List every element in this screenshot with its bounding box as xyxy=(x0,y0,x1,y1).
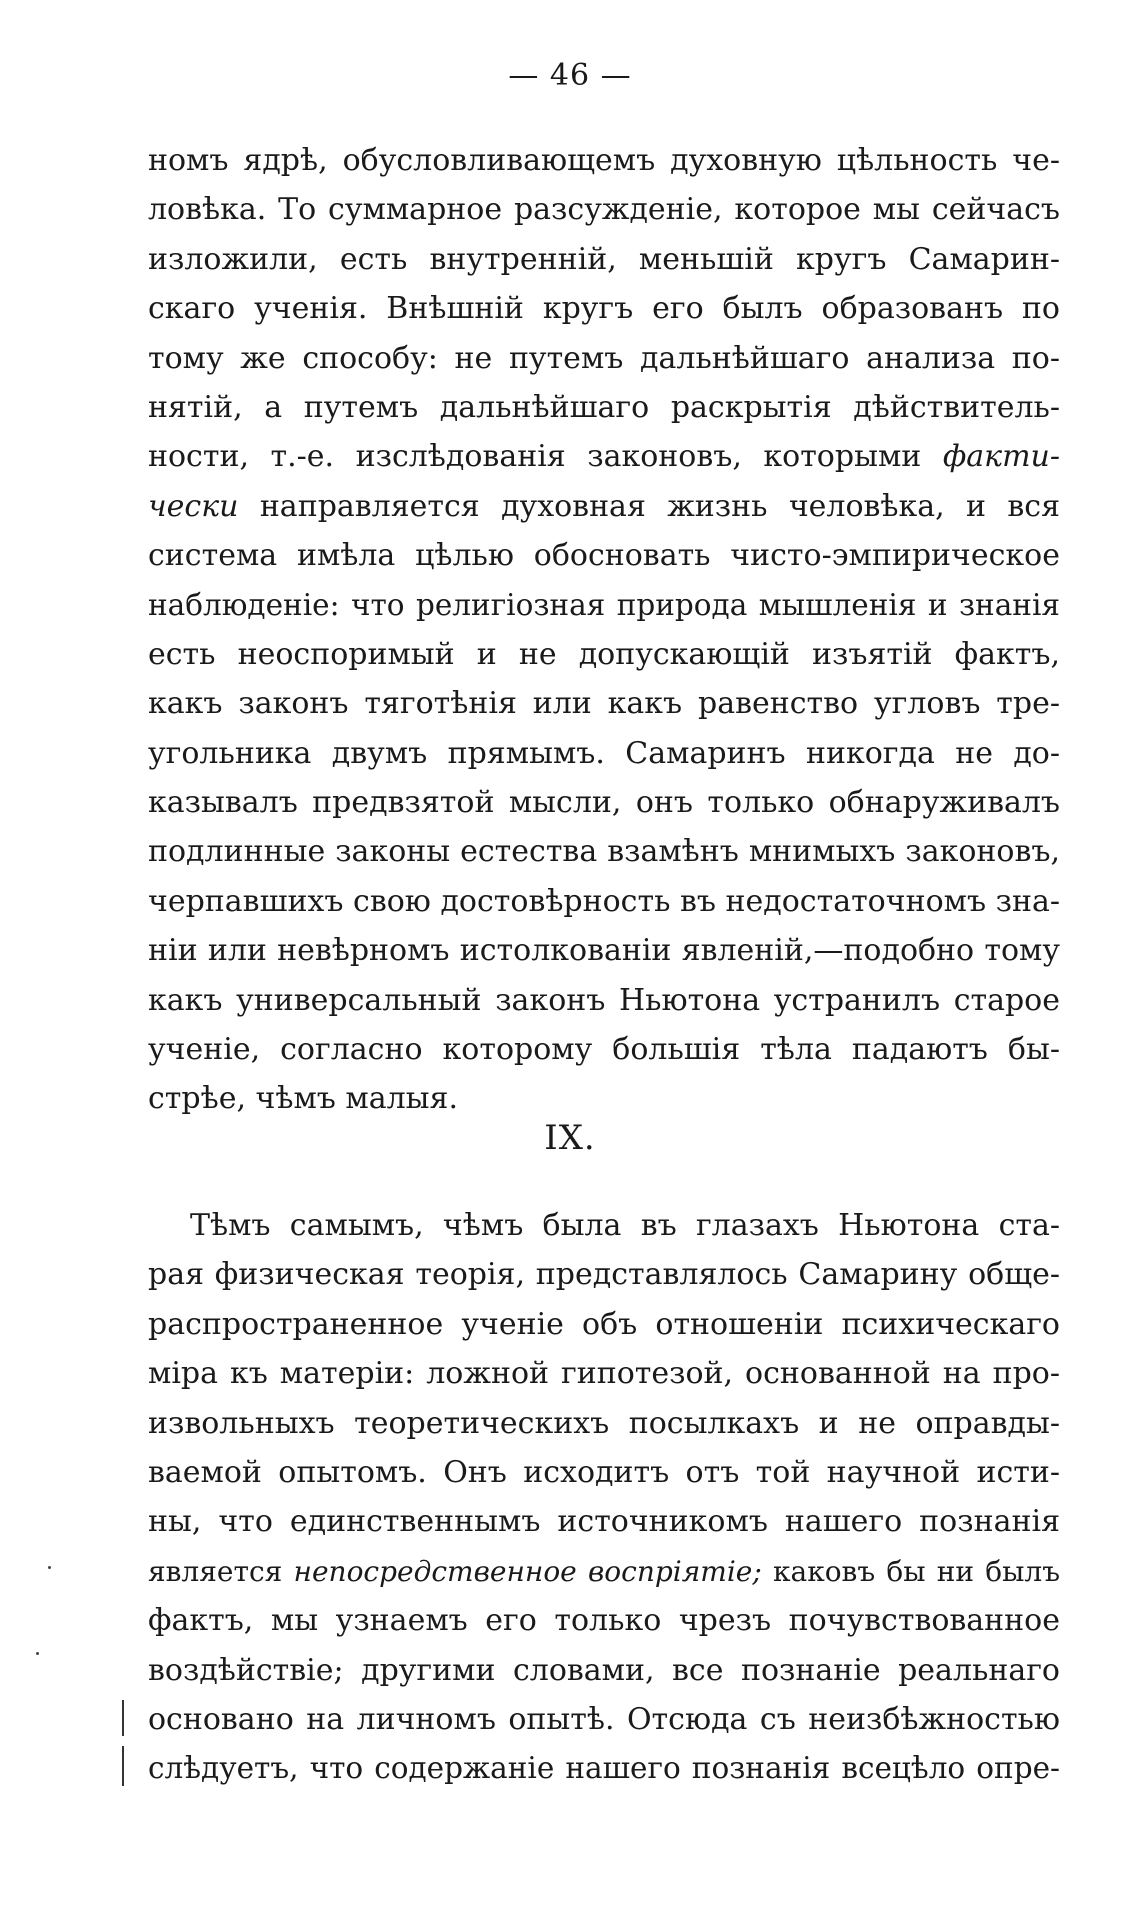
text-line: изложили, есть внутренній, меньшій кругъ Самарин- xyxy=(148,241,1060,277)
text-line: фактъ, мы узнаемъ его только чрезъ почувствованное xyxy=(148,1603,1060,1639)
text-line: какъ универсальный законъ Ньютона устранилъ старое xyxy=(148,982,1060,1018)
text-line: рая физическая теорія, представлялось Самарину обще- xyxy=(148,1257,1060,1293)
text-segment: является xyxy=(148,1554,294,1588)
text-segment: направляется духовная жизнь человѣка, и вся xyxy=(259,488,1060,524)
text-line: угольника двумъ прямымъ. Самаринъ никогда не до- xyxy=(148,735,1060,771)
text-line: тому же способу: не путемъ дальнѣйшаго анализа по- xyxy=(148,340,1060,376)
text-line: ученіе, согласно которому большія тѣла падаютъ бы- xyxy=(148,1032,1060,1068)
text-line: слѣдуетъ, что содержаніе нашего познанія всецѣло опре- xyxy=(148,1751,1060,1786)
text-line: система имѣла цѣлью обосновать чисто-эмпирическое xyxy=(148,538,1060,574)
text-line: скаго ученія. Внѣшній кругъ его былъ образованъ по xyxy=(148,291,1060,327)
text-line: ловѣка. То суммарное разсужденіе, которое мы сейчасъ xyxy=(148,192,1060,228)
text-line: черпавшихъ свою достовѣрность въ недостаточномъ зна- xyxy=(148,883,1060,919)
text-line: казывалъ предвзятой мысли, онъ только обнаруживалъ xyxy=(148,785,1060,821)
page-number: — 46 — xyxy=(508,58,632,93)
text-line: извольныхъ теоретическихъ посылкахъ и не оправды- xyxy=(148,1405,1060,1441)
text-line: есть неоспоримый и не допускающій изъятій фактъ, xyxy=(148,636,1060,672)
paper-speck xyxy=(48,1566,51,1569)
text-line: какъ законъ тяготѣнія или какъ равенство угловъ тре- xyxy=(148,686,1060,722)
text-line: нятій, а путемъ дальнѣйшаго раскрытія дѣйствитель- xyxy=(148,389,1060,425)
text-segment: каковъ бы ни былъ xyxy=(761,1554,1061,1588)
text-line: ніи или невѣрномъ истолкованіи явленій,—подобно тому xyxy=(148,933,1060,969)
italic-phrase: непосредственное воспріятіе; xyxy=(293,1554,762,1588)
text-line-with-italic xyxy=(148,482,1060,531)
text-line: воздѣйствіе; другими словами, все познаніе реальнаго xyxy=(148,1652,1060,1688)
text-line: міра къ матеріи: ложной гипотезой, основанной на про- xyxy=(148,1356,1060,1392)
italic-word: факти- xyxy=(942,439,1060,475)
text-line: основано на личномъ опытѣ. Отсюда съ неизбѣжностью xyxy=(148,1701,1060,1737)
text-line-with-italic xyxy=(148,1547,1060,1596)
paragraph-1 xyxy=(148,136,1060,1124)
margin-pencil-mark xyxy=(122,1746,124,1786)
text-line: номъ ядрѣ, обусловливающемъ духовную цѣльность че- xyxy=(148,143,1060,178)
text-segment: ности, т.-е. изслѣдованія законовъ, которыми xyxy=(148,439,943,475)
margin-pencil-mark xyxy=(122,1700,124,1736)
text-line: ны, что единственнымъ источникомъ нашего познанія xyxy=(148,1504,1060,1540)
paragraph-2 xyxy=(148,1201,1060,1794)
text-line-with-italic xyxy=(148,432,1060,481)
paper-speck xyxy=(36,1652,39,1655)
text-line: наблюденіе: что религіозная природа мышленія и знанія xyxy=(148,587,1060,622)
text-line: подлинные законы естества взамѣнъ мнимыхъ законовъ, xyxy=(148,834,1060,870)
text-line: Тѣмъ самымъ, чѣмъ была въ глазахъ Ньютона ста- xyxy=(190,1208,1060,1243)
text-line: стрѣе, чѣмъ малыя. xyxy=(148,1081,459,1117)
italic-word: чески xyxy=(148,488,239,524)
section-heading: IX. xyxy=(544,1118,596,1158)
text-line: ваемой опытомъ. Онъ исходитъ отъ той научной исти- xyxy=(148,1454,1060,1490)
text-line: распространенное ученіе объ отношеніи психическаго xyxy=(148,1306,1060,1342)
